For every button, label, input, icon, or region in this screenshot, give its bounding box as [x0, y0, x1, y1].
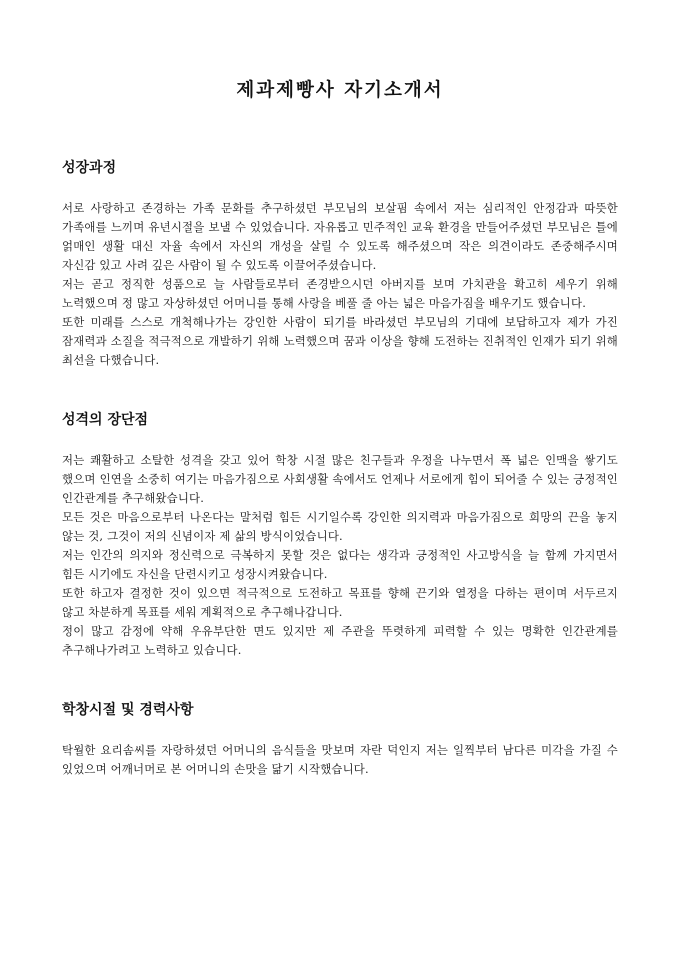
paragraph: 모든 것은 마음으로부터 나온다는 말처럼 힘든 시기일수록 강인한 의지력과 마음가짐으로 희망의 끈을 놓지 않는 것, 그것이 저의 신념이자 제 삶의 방식이었습니다. [62, 510, 618, 543]
paragraph: 또한 미래를 스스로 개척해나가는 강인한 사람이 되기를 바라셨던 부모님의 기대에 보답하고자 제가 가진 잠재력과 소질을 적극적으로 개발하기 위해 노력했으며 꿈과 이상을 향해 도전하는 진취적인 인재가 되기 위해 최선을 다했습니다. [62, 315, 618, 367]
document-title: 제과제빵사 자기소개서 [236, 80, 444, 101]
section-personality [62, 410, 618, 660]
section-growth-process [62, 158, 618, 370]
paragraph: 또한 하고자 결정한 것이 있으면 적극적으로 도전하고 목표를 향해 끈기와 열정을 다하는 편이며 서두르지 않고 차분하게 목표를 세워 계획적으로 추구해나갑니다. [62, 586, 618, 619]
paragraph: 저는 인간의 의지와 정신력으로 극복하지 못할 것은 없다는 생각과 긍정적인 사고방식을 늘 함께 가지면서 힘든 시기에도 자신을 단련시키고 성장시켜왔습니다. [62, 548, 618, 581]
section-heading: 성장과정 [62, 160, 117, 176]
paragraph: 서로 사랑하고 존경하는 가족 문화를 추구하셨던 부모님의 보살핌 속에서 저는 심리적인 안정감과 따뜻한 가족애를 느끼며 유년시절을 보낼 수 있었습니다. 자유롭고 민주적인 교육 환경을 만들어주셨던 부모님은 틀에 얽매인 생활 대신 자율 속에서 자신의 개성을 살릴 수 있도록 해주셨으며 작은 의견이라도 존중해주시며 자신감 있고 사려 깊은 사람이 될 수 있도록 이끌어주셨습니다. [62, 201, 618, 272]
paragraph: 정이 많고 감정에 약해 우유부단한 면도 있지만 제 주관을 뚜렷하게 피력할 수 있는 명확한 인간관계를 추구해나가려고 노력하고 있습니다. [62, 624, 618, 657]
section-heading: 성격의 장단점 [62, 412, 149, 428]
paragraph: 탁월한 요리솜씨를 자랑하셨던 어머니의 음식들을 맛보며 자란 덕인지 저는 일찍부터 남다른 미각을 가질 수 있었으며 어깨너머로 본 어머니의 손맛을 닮기 시작했습니다. [62, 743, 618, 776]
section-school-career [62, 700, 618, 779]
paragraph: 저는 곧고 정직한 성품으로 늘 사람들로부터 존경받으시던 아버지를 보며 가치관을 확고히 세우기 위해 노력했으며 정 많고 자상하셨던 어머니를 통해 사랑을 베풀 줄 아는 넓은 마음가짐을 배우기도 했습니다. [62, 277, 618, 310]
paragraph: 저는 쾌활하고 소탈한 성격을 갖고 있어 학창 시절 많은 친구들과 우정을 나누면서 폭 넓은 인맥을 쌓기도 했으며 인연을 소중히 여기는 마음가짐으로 사회생활 속에서도 언제나 서로에게 힘이 되어줄 수 있는 긍정적인 인간관계를 추구해왔습니다. [62, 453, 618, 505]
section-heading: 학창시절 및 경력사항 [62, 702, 194, 718]
